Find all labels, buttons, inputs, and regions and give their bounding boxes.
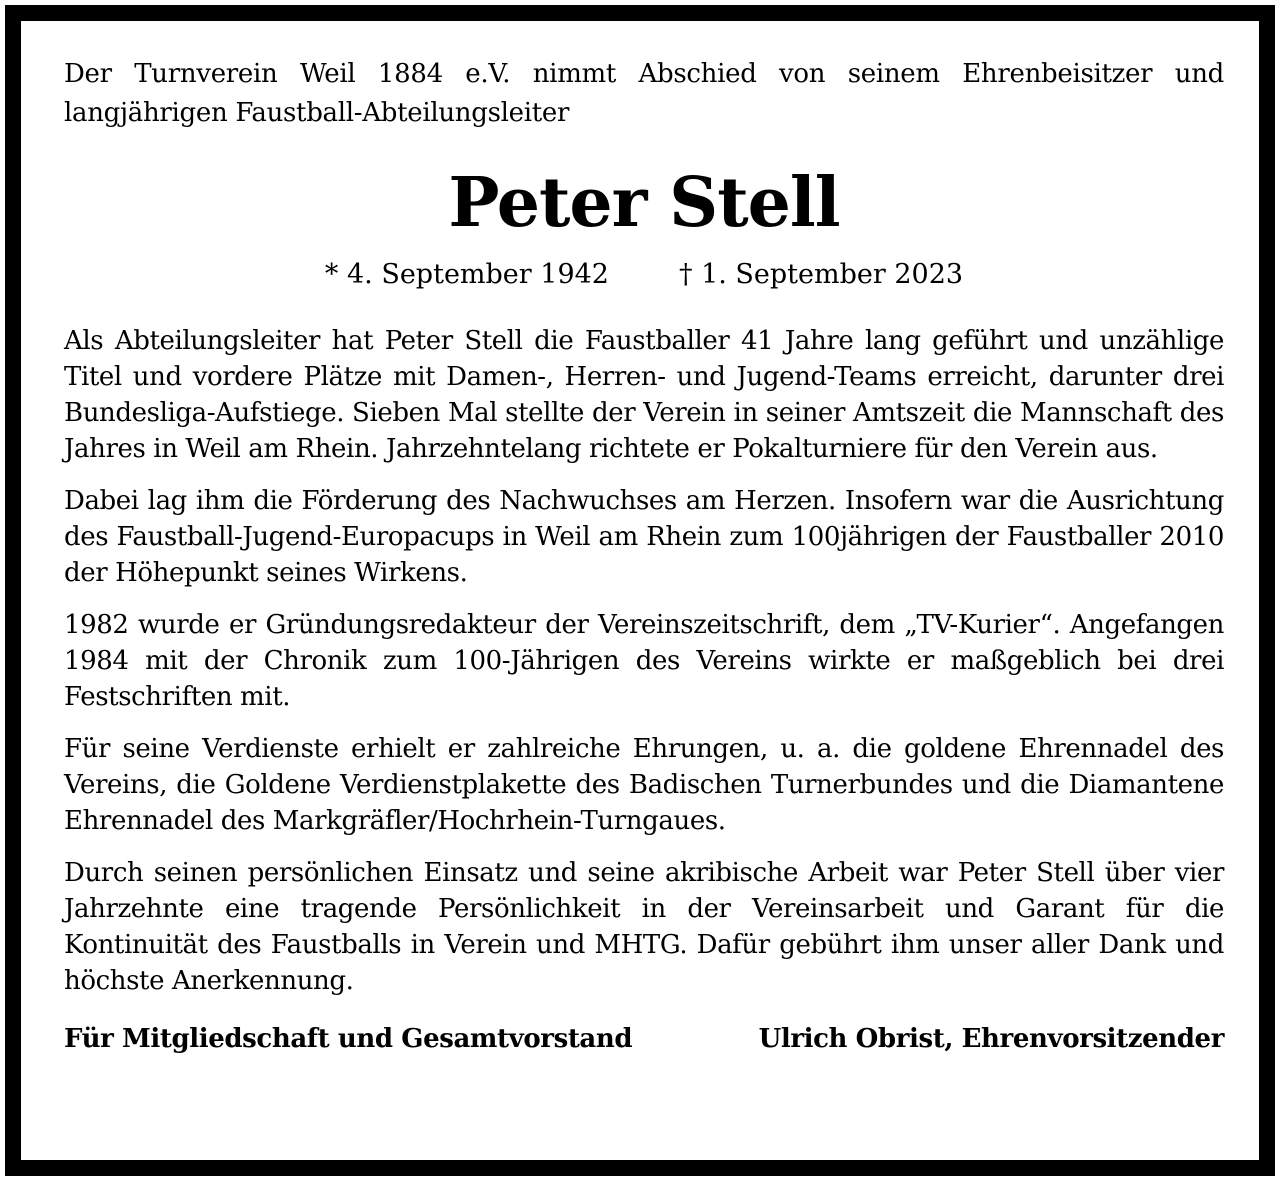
birth-date: * 4. September 1942 [324,259,609,290]
death-date: † 1. September 2023 [679,259,964,290]
paragraph: 1982 wurde er Gründungsredakteur der Vereinszeitschrift, dem „TV-Kurier“. Angefangen 1984 mit der Chronik zum 100-Jährigen des Vereins wirkte er maßgeblich bei drei Festschriften mit. [64,610,1224,712]
paragraph: Durch seinen persönlichen Einsatz und seine akribische Arbeit war Peter Stell über vier Jahrzehnte eine tragende Persönlichkeit in der Vereinsarbeit und Garant für die Kontinuität des Faustballs in Verein und MHTG. Dafür gebührt ihm unser aller Dank und höchste Anerkennung. [64,858,1224,996]
signature-line [64,1021,1224,1057]
signature-right: Ulrich Obrist, Ehrenvorsitzender [758,1024,1224,1054]
deceased-name: Peter Stell [448,163,840,243]
life-dates [64,255,1224,295]
paragraph: Dabei lag ihm die Förderung des Nachwuchses am Herzen. Insofern war die Ausrichtung des Faustball-Jugend-Europacups in Weil am Rhein zum 100jährigen der Faustballer 2010 der Höhepunkt seines Wirkens. [64,486,1224,588]
paragraph: Für seine Verdienste erhielt er zahlreiche Ehrungen, u. a. die goldene Ehrennadel des Vereins, die Goldene Verdienstplakette des Badischen Turnerbundes und die Diamantene Ehrennadel des Markgräfler/Hochrhein-Turngaues. [64,734,1224,836]
intro-text: Der Turnverein Weil 1884 e.V. nimmt Abschied von seinem Ehrenbeisitzer und langjährigen Faustball-Abteilungsleiter [64,59,1224,128]
paragraph: Als Abteilungsleiter hat Peter Stell die Faustballer 41 Jahre lang geführt und unzählige Titel und vordere Plätze mit Damen-, Herren- und Jugend-Teams erreicht, darunter drei Bundesliga-Aufstiege. Sieben Mal stellte der Verein in seiner Amtszeit die Mannschaft des Jahres in Weil am Rhein. Jahrzehntelang richtete er Pokalturniere für den Verein aus. [64,326,1224,464]
signature-left: Für Mitgliedschaft und Gesamtvorstand [64,1024,633,1054]
obituary-frame [5,5,1275,1176]
obituary-body [64,323,1224,999]
obituary-content [64,55,1224,1057]
